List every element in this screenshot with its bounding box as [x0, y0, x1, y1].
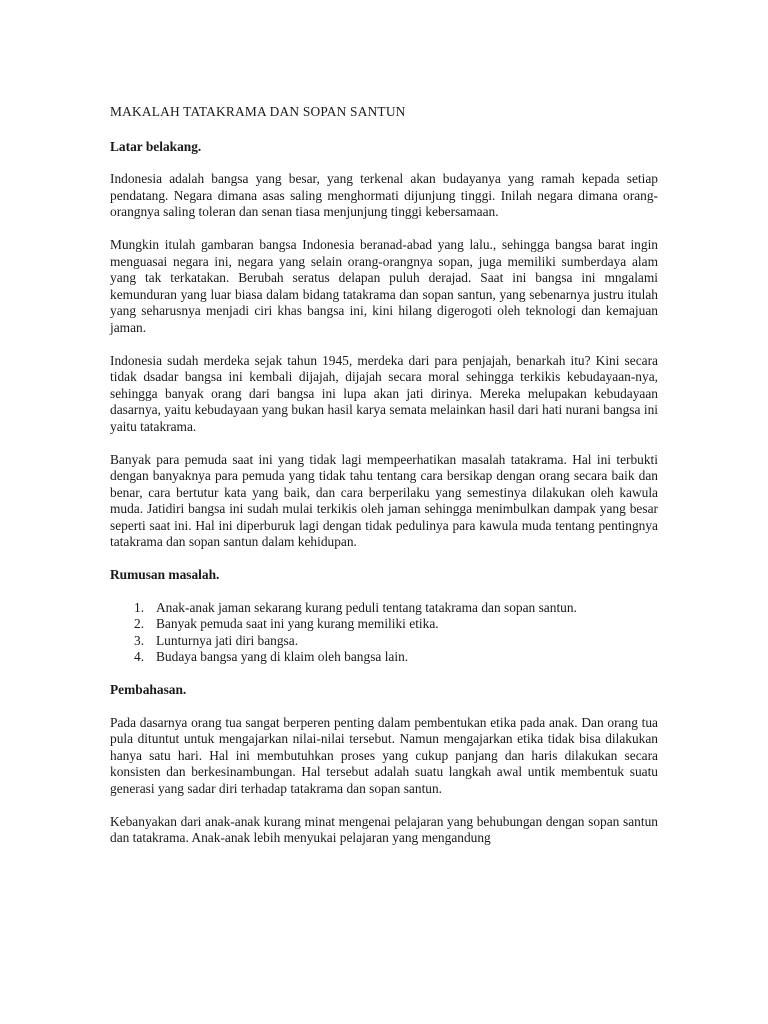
list-item: [110, 616, 658, 633]
list-item-number: 4.: [134, 649, 145, 665]
paragraph: Kebanyakan dari anak-anak kurang minat mengenai pelajaran yang behubungan dengan sopan santun dan tatakrama. Anak-anak lebih menyukai pelajaran yang mengandung: [110, 813, 658, 846]
section-heading-rumusan-masalah: Rumusan masalah.: [110, 567, 220, 583]
paragraph: Indonesia adalah bangsa yang besar, yang terkenal akan budayanya yang ramah kepada setiap pendatang. Negara dimana asas saling menghormati dijunjung tinggi. Inilah negara dimana orang-orangnya saling toleran dan senan tiasa menjunjung tinggi kebersamaan.: [110, 171, 658, 220]
list-item-text: Anak-anak jaman sekarang kurang peduli tentang tatakrama dan sopan santun.: [156, 599, 577, 615]
document-title: MAKALAH TATAKRAMA DAN SOPAN SANTUN: [110, 104, 406, 119]
list-item-number: 2.: [134, 616, 145, 632]
list-item-text: Budaya bangsa yang di klaim oleh bangsa lain.: [156, 649, 409, 665]
list-item: [110, 633, 658, 650]
list-item-number: 1.: [134, 599, 145, 615]
document-body: [110, 104, 658, 863]
list-item-text: Lunturnya jati diri bangsa.: [156, 632, 299, 648]
problem-list: [110, 600, 658, 666]
paragraph: Mungkin itulah gambaran bangsa Indonesia beranad-abad yang lalu., sehingga bangsa barat ingin menguasai negara ini, negara yang selain orang-orangnya sopan, juga memiliki sumberdaya alam yang tak terkatakan. Berubah seratus delapan puluh derajad. Saat ini bangsa ini mngalami kemunduran yang luar biasa dalam bidang tatakrama dan sopan santun, yang sebenarnya justru itulah yang seharusnya menjadi ciri khas bangsa ini, kini hilang digerogoti oleh teknologi dan kemajuan jaman.: [110, 236, 658, 335]
list-item-number: 3.: [134, 632, 145, 648]
section-heading-pembahasan: Pembahasan.: [110, 682, 187, 698]
list-item: [110, 649, 658, 666]
section-heading-latar-belakang: Latar belakang.: [110, 138, 202, 154]
paragraph: Pada dasarnya orang tua sangat berperen penting dalam pembentukan etika pada anak. Dan orang tua pula dituntut untuk mengajarkan nilai-nilai tersebut. Namun mengajarkan etika tidak bisa dilakukan hanya satu hari. Hal ini membutuhkan proses yang cukup panjang dan haris dilakukan secara konsisten dan berkesinambungan. Hal tersebut adalah suatu langkah awal untik membentuk suatu generasi yang sadar diri terhadap tatakrama dan sopan santun.: [110, 714, 658, 796]
paragraph: Indonesia sudah merdeka sejak tahun 1945, merdeka dari para penjajah, benarkah itu? Kini secara tidak dsadar bangsa ini kembali dijajah, dijajah secara moral sehingga terkikis kebudayaan-nya, sehingga banyak orang dari bangsa ini lupa akan jati dirinya. Mereka melupakan kebudayaan dasarnya, yaitu kebudayaan yang bukan hasil karya semata melainkan hasil dari hati nurani bangsa ini yaitu tatakrama.: [110, 352, 658, 434]
list-item-text: Banyak pemuda saat ini yang kurang memiliki etika.: [156, 616, 439, 632]
list-item: [110, 600, 658, 617]
paragraph: Banyak para pemuda saat ini yang tidak lagi mempeerhatikan masalah tatakrama. Hal ini terbukti dengan banyaknya para pemuda yang tidak tahu tentang cara bersikap dengan orang secara baik dan benar, cara bertutur kata yang baik, dan cara berperilaku yang semestinya dilakukan oleh kawula muda. Jatidiri bangsa ini sudah mulai terkikis oleh jaman sehingga menimbulkan dampak yang besar seperti saat ini. Hal ini diperburuk lagi dengan tidak pedulinya para kawula muda tentang pentingnya tatakrama dan sopan santun dalam kehidupan.: [110, 451, 658, 550]
